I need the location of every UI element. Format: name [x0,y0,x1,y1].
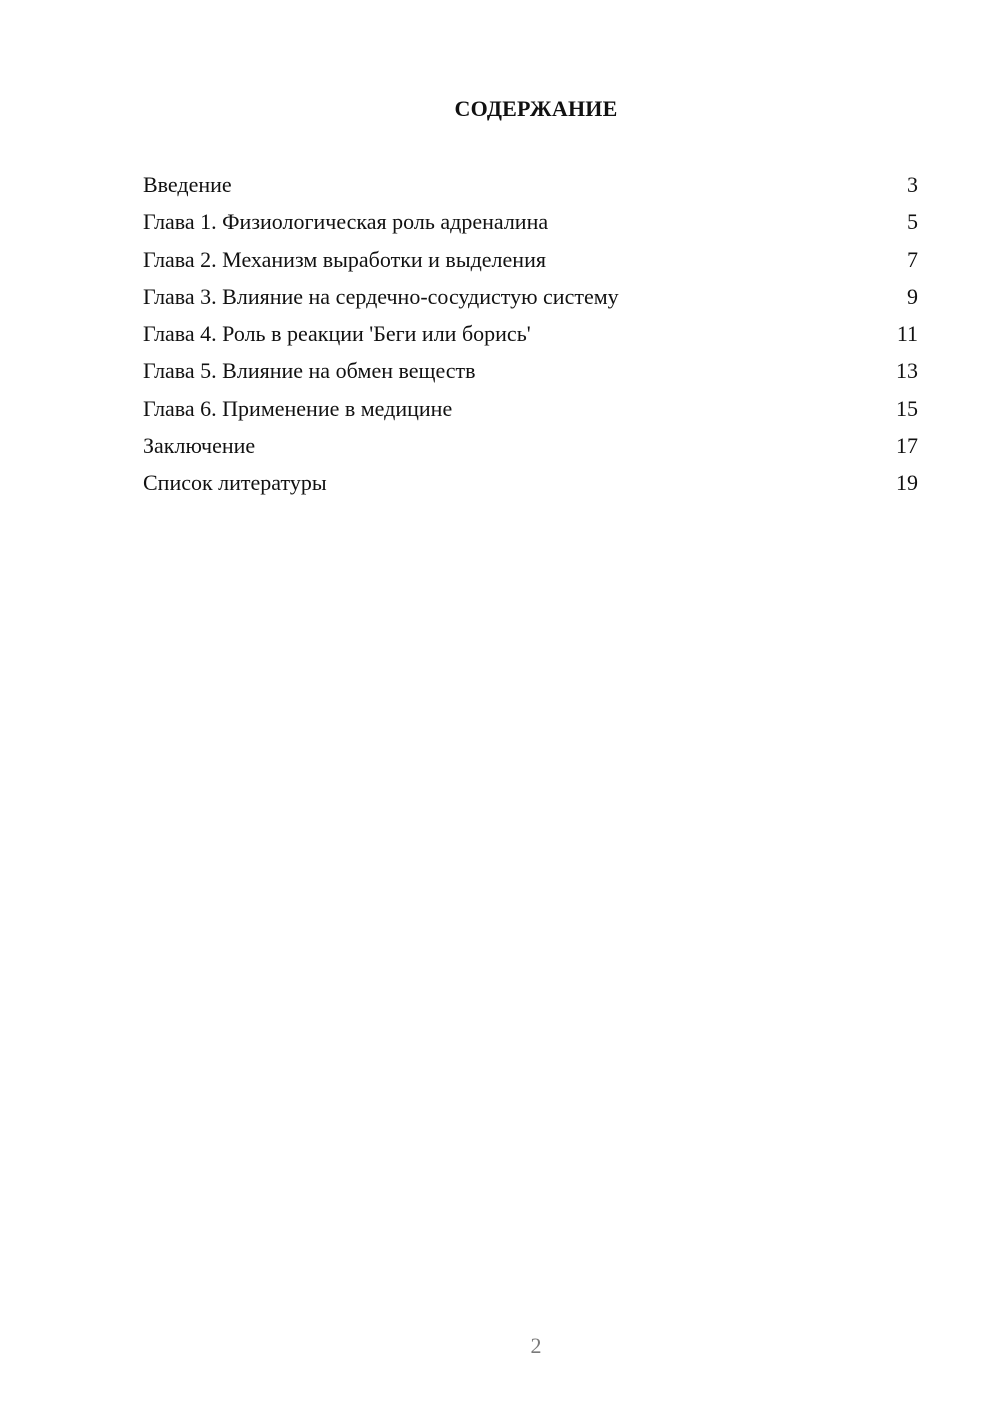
toc-entry-page: 17 [896,433,918,459]
page-number: 2 [530,1333,542,1358]
toc-entry-label: Глава 2. Механизм выработки и выделения [143,246,546,272]
toc-entry [143,356,918,393]
toc-entry-page: 7 [907,246,918,272]
toc-entry-page: 5 [907,209,918,235]
toc-entry-page: 3 [907,172,918,197]
toc-entry [143,282,918,319]
toc-entry-label: Глава 1. Физиологическая роль адреналина [143,209,549,235]
toc-entry [143,319,918,356]
toc-entry-label: Список литературы [143,470,327,496]
toc-entry-label: Глава 6. Применение в медицине [143,395,453,421]
toc-entry-page: 9 [907,283,918,309]
toc-entry-label: Глава 5. Влияние на обмен веществ [143,358,476,384]
toc-entry-page: 15 [896,395,918,421]
toc-entry [143,431,918,468]
toc-entry-page: 13 [896,358,918,384]
toc-entry [143,394,918,431]
toc-entry [143,245,918,282]
toc-entry [143,207,918,244]
toc-entry-label: Глава 4. Роль в реакции 'Беги или борись' [143,321,531,347]
toc-entry-label: Введение [143,172,232,197]
toc-entry-page: 11 [896,321,918,347]
toc-entry [143,170,918,207]
toc-entry-label: Заключение [143,433,256,459]
page-title: СОДЕРЖАНИЕ [454,96,618,121]
toc-entry-page: 19 [896,470,918,496]
table-of-contents [143,170,918,506]
toc-entry-label: Глава 3. Влияние на сердечно-сосудистую систему [143,283,619,309]
toc-entry [143,468,918,505]
